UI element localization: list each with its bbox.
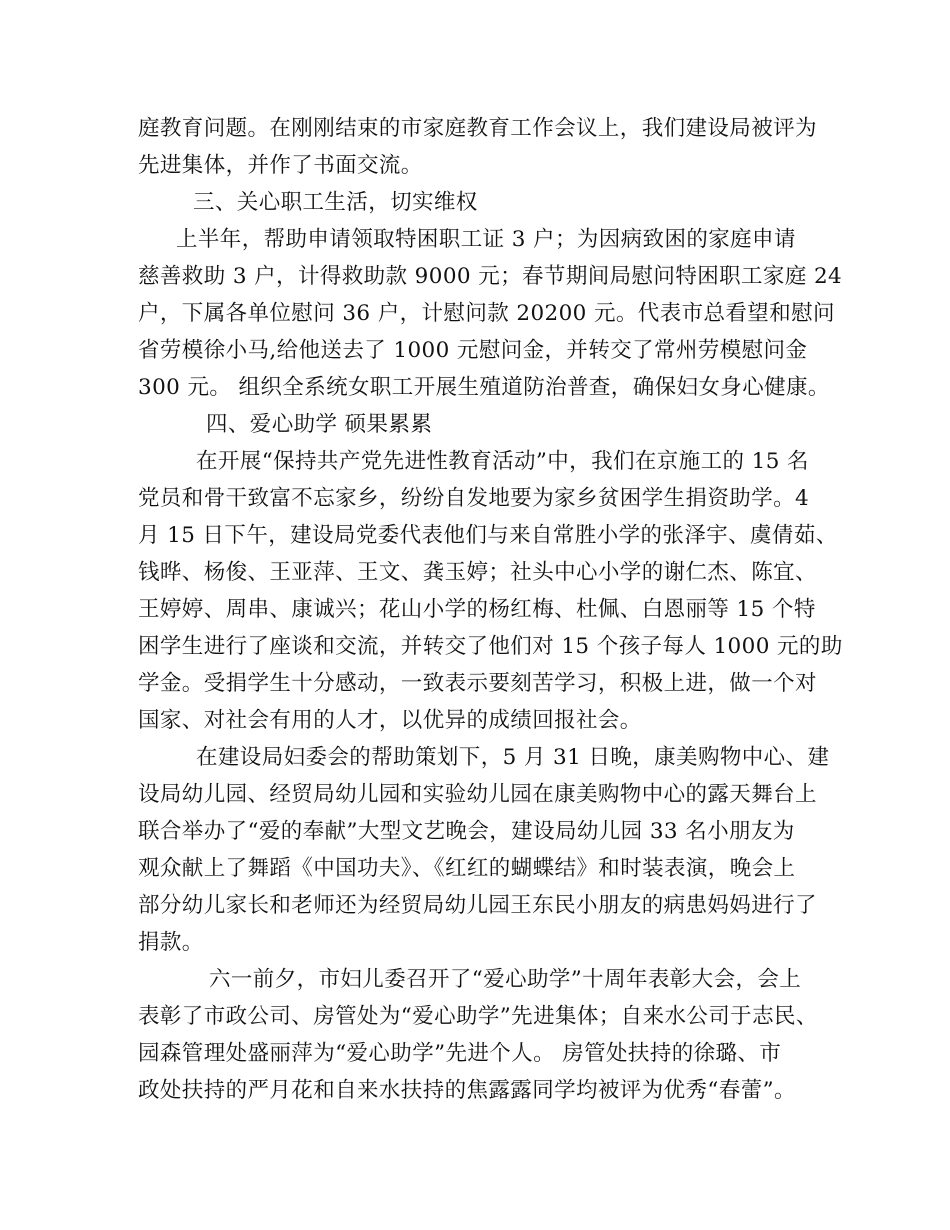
text-line: 学金。受捐学生十分感动，一致表示要刻苦学习，积极上进，做一个对 <box>138 671 817 696</box>
text-line: 国家、对社会有用的人才，以优异的成绩回报社会。 <box>138 708 642 733</box>
text-line: 慈善救助 3 户，计得救助款 9000 元；春节期间局慰问特困职工家庭 24 <box>138 264 843 289</box>
text-line: 表彰了市政公司、房管处为“爱心助学”先进集体；自来水公司于志民、 <box>138 1004 818 1029</box>
text-line: 党员和骨干致富不忘家乡，纷纷自发地要为家乡贫困学生捐资助学。4 <box>138 486 810 511</box>
text-line: 园森管理处盛丽萍为“爱心助学”先进个人。 房管处扶持的徐璐、市 <box>138 1041 782 1066</box>
section-heading-3: 三、关心职工生活，切实维权 <box>193 190 478 215</box>
text-line: 在开展“保持共产党先进性教育活动”中，我们在京施工的 15 名 <box>196 449 809 474</box>
text-line: 月 15 日下午，建设局党委代表他们与来自常胜小学的张泽宇、虞倩茹、 <box>138 523 838 548</box>
text-line: 300 元。 组织全系统女职工开展生殖道防治普查，确保妇女身心健康。 <box>138 375 830 400</box>
text-line: 庭教育问题。在刚刚结束的市家庭教育工作会议上，我们建设局被评为 <box>138 116 817 141</box>
text-line: 上半年，帮助申请领取特困职工证 3 户；为因病致困的家庭申请 <box>176 227 796 252</box>
text-line: 联合举办了“爱的奉献”大型文艺晚会，建设局幼儿园 33 名小朋友为 <box>138 819 795 844</box>
text-line: 六一前夕，市妇儿委召开了“爱心助学”十周年表彰大会，会上 <box>209 967 802 992</box>
section-heading-4: 四、爱心助学 硕果累累 <box>206 412 433 437</box>
text-line: 部分幼儿家长和老师还为经贸局幼儿园王东民小朋友的病患妈妈进行了 <box>138 893 817 918</box>
text-line: 捐款。 <box>138 930 204 955</box>
text-line: 观众献上了舞蹈《中国功夫》、《红红的蝴蝶结》和时装表演，晚会上 <box>138 856 796 881</box>
text-line: 钱晔、杨俊、王亚萍、王文、龚玉婷；社头中心小学的谢仁杰、陈宜、 <box>138 560 817 585</box>
text-line: 省劳模徐小马,给他送去了 1000 元慰问金，并转交了常州劳模慰问金 <box>138 338 808 363</box>
text-line: 王婷婷、周串、康诚兴；花山小学的杨红梅、杜佩、白恩丽等 15 个特 <box>138 597 816 622</box>
text-line: 先进集体，并作了书面交流。 <box>138 153 423 178</box>
text-line: 政处扶持的严月花和自来水扶持的焦露露同学均被评为优秀“春蕾”。 <box>138 1078 796 1103</box>
text-line: 在建设局妇委会的帮助策划下，5 月 31 日晚，康美购物中心、建 <box>196 745 830 770</box>
text-line: 户，下属各单位慰问 36 户，计慰问款 20200 元。代表市总看望和慰问 <box>138 301 835 326</box>
text-line: 困学生进行了座谈和交流，并转交了他们对 15 个孩子每人 1000 元的助 <box>138 634 843 659</box>
text-line: 设局幼儿园、经贸局幼儿园和实验幼儿园在康美购物中心的露天舞台上 <box>138 782 817 807</box>
